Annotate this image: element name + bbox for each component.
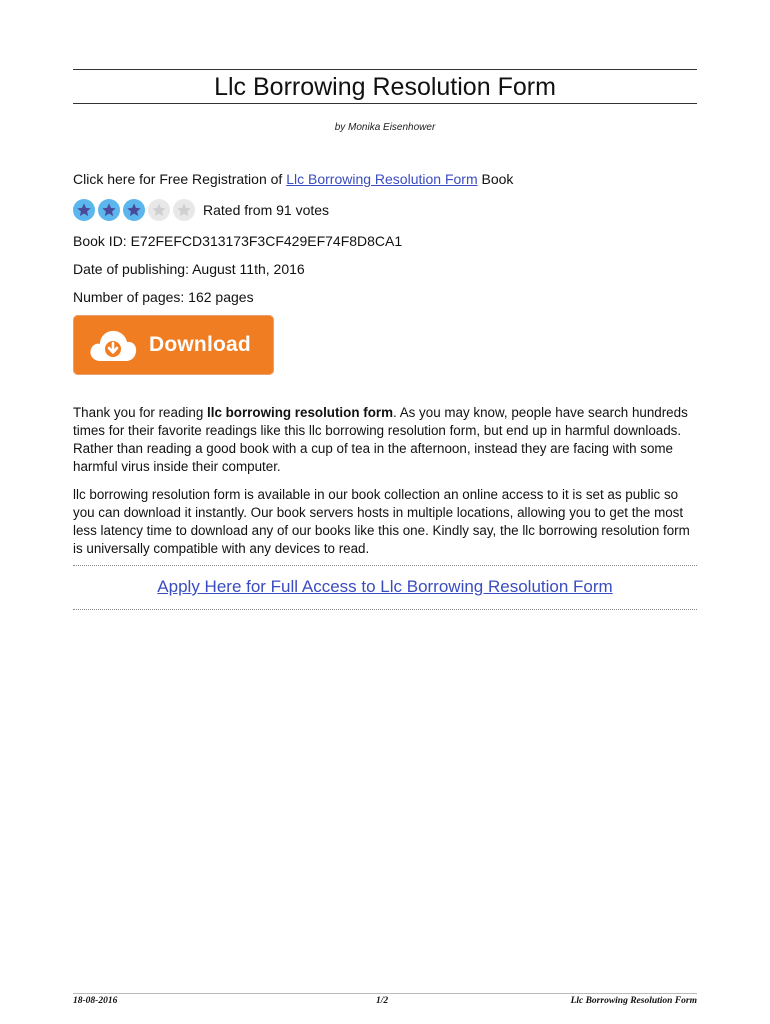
footer-title: Llc Borrowing Resolution Form <box>570 996 697 1006</box>
star-empty-icon <box>148 199 170 221</box>
intro-paragraph <box>73 404 698 476</box>
footer-rule <box>73 993 697 994</box>
dotted-divider-bottom <box>73 609 697 610</box>
download-label: Download <box>149 333 251 356</box>
cloud-download-icon <box>85 325 141 365</box>
star-icon <box>98 199 120 221</box>
download-button[interactable] <box>73 315 274 375</box>
top-rule <box>73 69 697 70</box>
intro-prefix: Thank you for reading <box>73 405 207 420</box>
star-icon <box>123 199 145 221</box>
page-count: Number of pages: 162 pages <box>73 289 254 305</box>
title-rule <box>73 103 697 104</box>
description-paragraph: llc borrowing resolution form is available in our book collection an online access to it is set as public so you can download it instantly. Our book servers hosts in multiple locations, allowing you to get the most less latency time to download any of our books like this one. Kindly say, the llc borrowing resolution form is universally compatible with any devices to read. <box>73 487 690 556</box>
star-empty-icon <box>173 199 195 221</box>
author-line: by Monika Eisenhower <box>334 122 436 133</box>
book-id: Book ID: E72FEFCD313173F3CF429EF74F8D8CA1 <box>73 233 403 249</box>
footer-page-number: 1/2 <box>376 996 389 1006</box>
apply-section <box>73 576 697 598</box>
footer-date: 18-08-2016 <box>73 996 118 1006</box>
registration-link[interactable]: Llc Borrowing Resolution Form <box>286 171 478 187</box>
apply-link[interactable]: Apply Here for Full Access to Llc Borrowing Resolution Form <box>157 577 613 596</box>
page-title: Llc Borrowing Resolution Form <box>214 73 556 101</box>
intro-bold: llc borrowing resolution form <box>207 405 393 420</box>
registration-line <box>73 170 513 188</box>
rating-text: Rated from 91 votes <box>203 202 330 218</box>
publish-date: Date of publishing: August 11th, 2016 <box>73 261 305 277</box>
dotted-divider-top <box>73 565 697 566</box>
registration-prefix: Click here for Free Registration of <box>73 171 287 187</box>
registration-suffix: Book <box>477 171 514 187</box>
star-rating <box>73 198 329 222</box>
intro-rest: . As you may know, people have search hundreds times for their favorite readings like this llc borrowing resolution form, but end up in harmful downloads. Rather than reading a good book with a cup of tea in the afternoon, instead they are facing with some harmful virus inside their computer. <box>73 405 688 474</box>
star-icon <box>73 199 95 221</box>
